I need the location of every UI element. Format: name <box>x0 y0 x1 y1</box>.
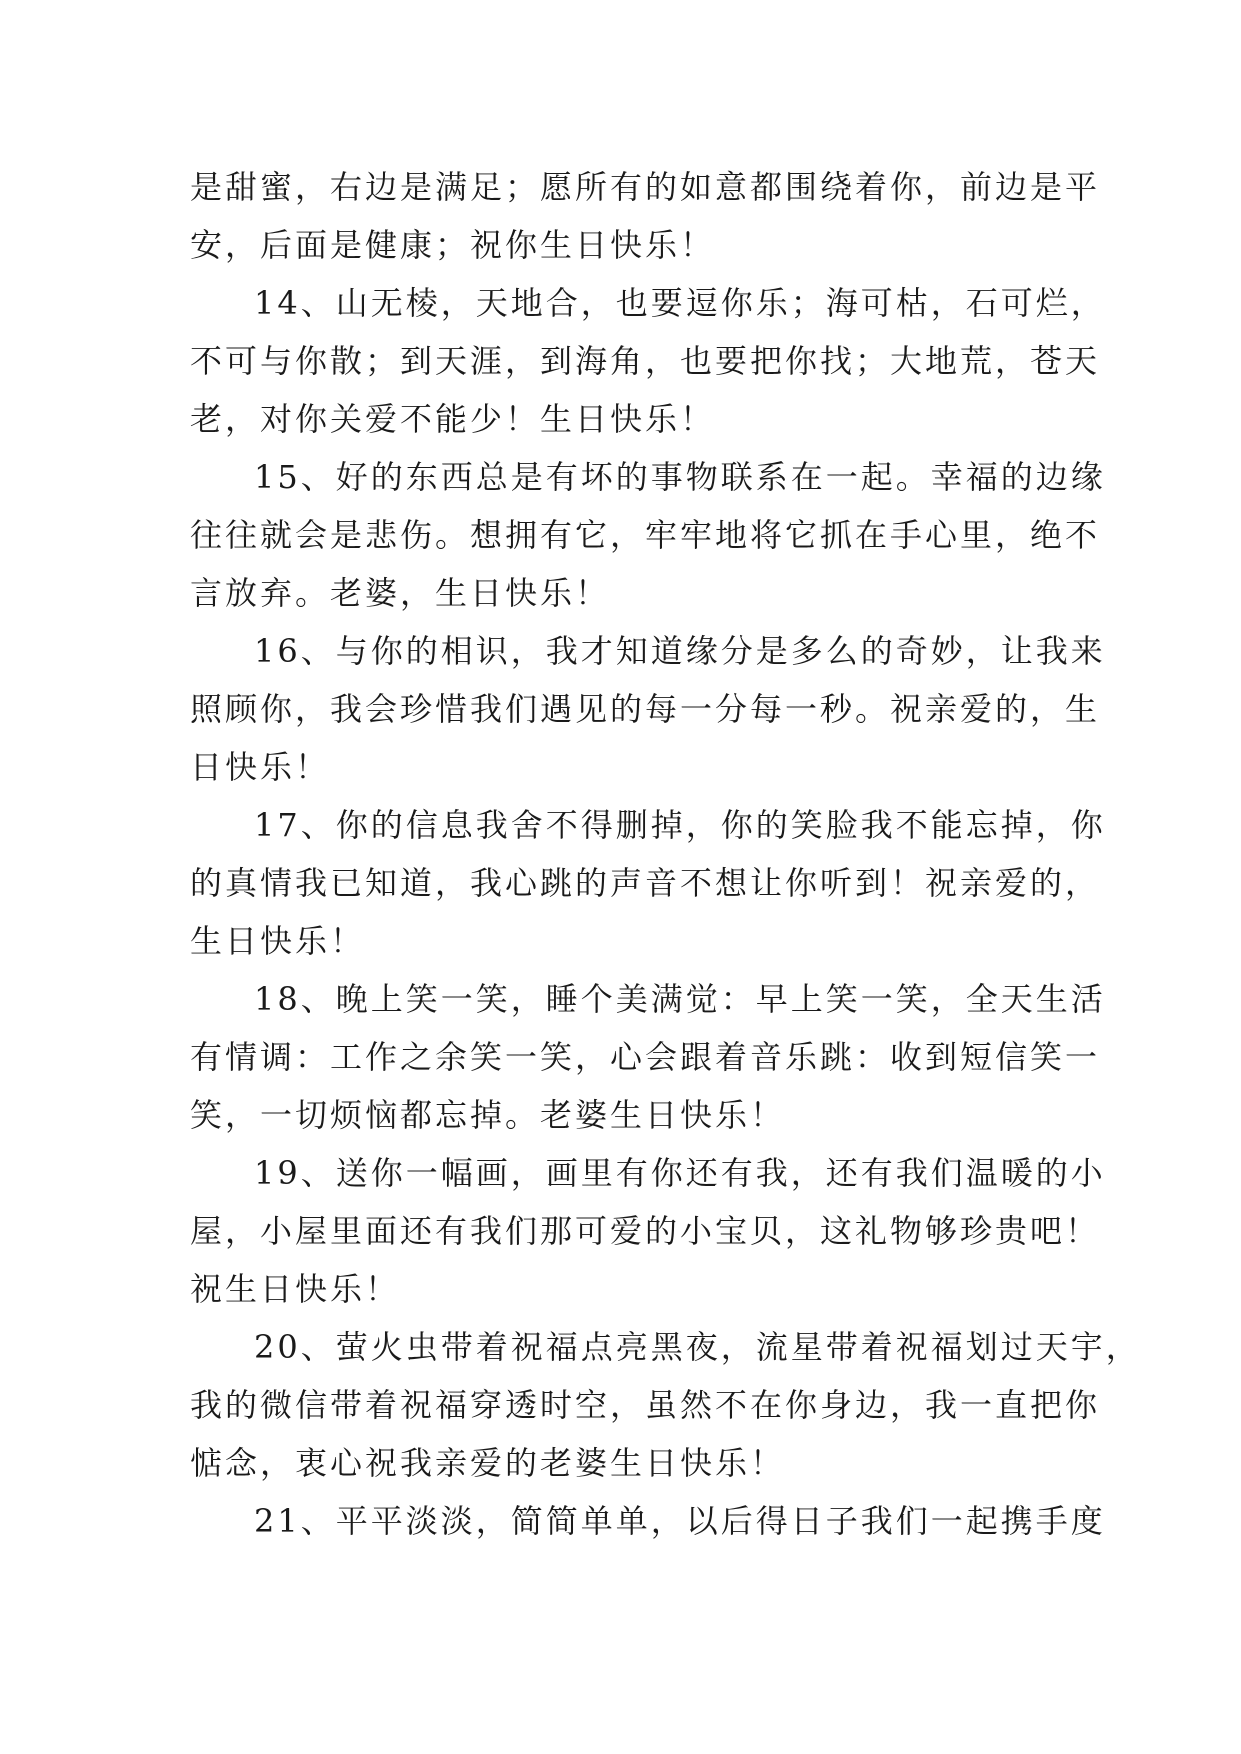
text-line: 15、好的东西总是有坏的事物联系在一起。幸福的边缘 <box>254 458 1106 496</box>
text-line: 往往就会是悲伤。想拥有它，牢牢地将它抓在手心里，绝不 <box>190 516 1101 554</box>
text-line: 言放弃。老婆，生日快乐！ <box>190 574 611 612</box>
text-line: 14、山无棱，天地合，也要逗你乐；海可枯，石可烂， <box>254 284 1106 322</box>
text-line: 生日快乐！ <box>190 922 366 960</box>
text-line: 有情调：工作之余笑一笑，心会跟着音乐跳：收到短信笑一 <box>190 1038 1101 1076</box>
paragraph-15 <box>190 448 1106 622</box>
text-line: 日快乐！ <box>190 748 331 786</box>
text-line: 笑，一切烦恼都忘掉。老婆生日快乐！ <box>190 1096 786 1134</box>
text-line: 老，对你关爱不能少！生日快乐！ <box>190 400 716 438</box>
text-line: 18、晚上笑一笑，睡个美满觉：早上笑一笑，全天生活 <box>254 980 1106 1018</box>
text-line: 不可与你散；到天涯，到海角，也要把你找；大地荒，苍天 <box>190 342 1101 380</box>
text-line: 17、你的信息我舍不得删掉，你的笑脸我不能忘掉，你 <box>254 806 1106 844</box>
text-line: 20、萤火虫带着祝福点亮黑夜，流星带着祝福划过天宇， <box>254 1328 1141 1366</box>
text-line: 屋，小屋里面还有我们那可爱的小宝贝，这礼物够珍贵吧！ <box>190 1212 1101 1250</box>
paragraph-20 <box>190 1318 1141 1492</box>
text-line: 我的微信带着祝福穿透时空，虽然不在你身边，我一直把你 <box>190 1386 1101 1424</box>
text-line: 安，后面是健康；祝你生日快乐！ <box>190 226 716 264</box>
document-body <box>190 158 1141 1550</box>
paragraph-13-continued <box>190 158 1101 274</box>
text-line: 惦念，衷心祝我亲爱的老婆生日快乐！ <box>190 1444 786 1482</box>
text-line: 19、送你一幅画，画里有你还有我，还有我们温暖的小 <box>254 1154 1106 1192</box>
paragraph-21 <box>190 1492 1106 1550</box>
paragraph-14 <box>190 274 1106 448</box>
paragraph-16 <box>190 622 1106 796</box>
text-line: 是甜蜜，右边是满足；愿所有的如意都围绕着你，前边是平 <box>190 168 1101 206</box>
text-line: 照顾你，我会珍惜我们遇见的每一分每一秒。祝亲爱的，生 <box>190 690 1101 728</box>
text-line: 祝生日快乐！ <box>190 1270 401 1308</box>
text-line: 16、与你的相识，我才知道缘分是多么的奇妙，让我来 <box>254 632 1106 670</box>
paragraph-19 <box>190 1144 1106 1318</box>
paragraph-17 <box>190 796 1106 970</box>
text-line: 的真情我已知道，我心跳的声音不想让你听到！祝亲爱的， <box>190 864 1101 902</box>
paragraph-18 <box>190 970 1106 1144</box>
text-line: 21、平平淡淡，简简单单，以后得日子我们一起携手度 <box>254 1502 1106 1540</box>
